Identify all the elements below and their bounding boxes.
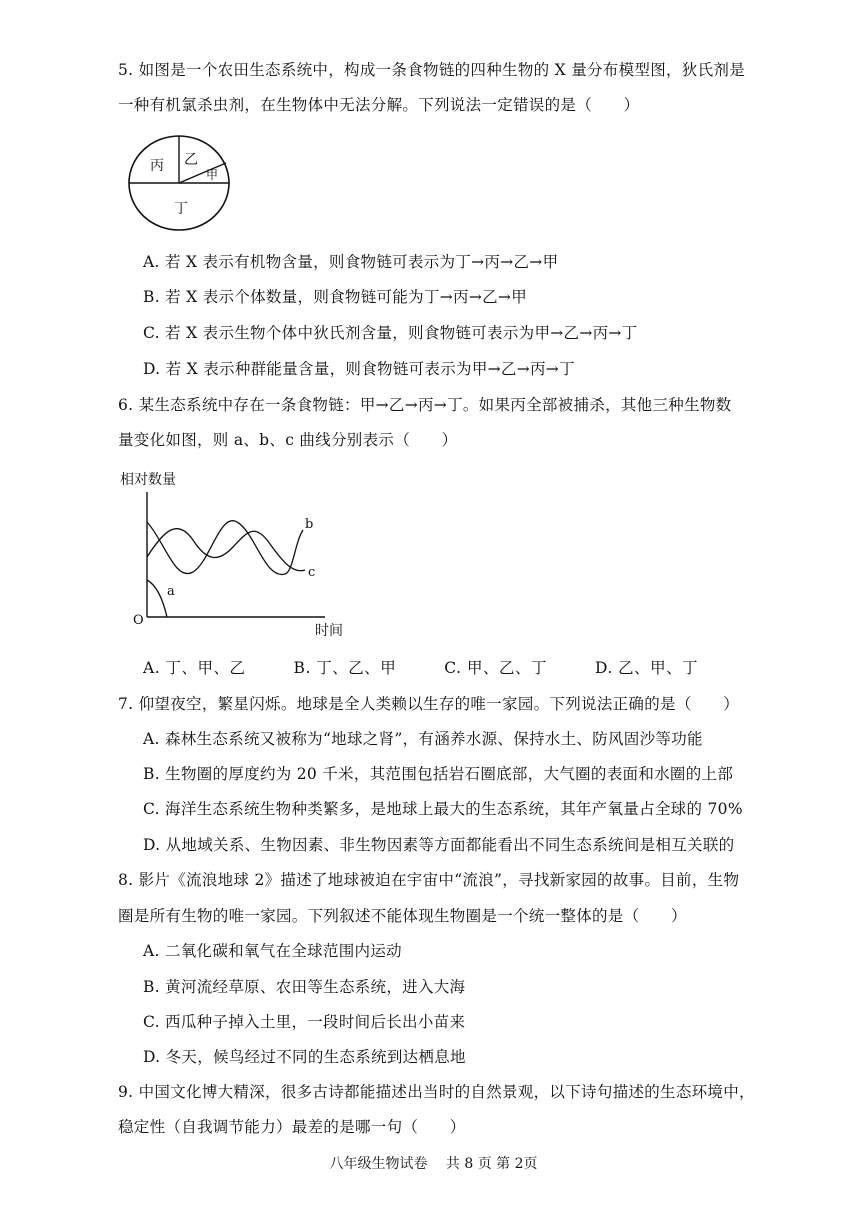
q5-option-a: A. 若 X 表示有机物含量，则食物链可表示为丁→丙→乙→甲 bbox=[143, 253, 559, 271]
q5-pie-diagram bbox=[126, 133, 234, 233]
curve-b bbox=[147, 521, 303, 575]
q5-stem-line2: 一种有机氯杀虫剂，在生物体中无法分解。下列说法一定错误的是（ ） bbox=[118, 96, 640, 114]
pie-label-ding: 丁 bbox=[174, 201, 188, 217]
q8-option-a: A. 二氧化碳和氧气在全球范围内运动 bbox=[143, 942, 402, 960]
q5-option-d: D. 若 X 表示种群能量含量，则食物链可表示为甲→乙→丙→丁 bbox=[143, 360, 575, 378]
page-footer: 八年级生物试卷 共 8 页 第 2页 bbox=[329, 1156, 538, 1172]
q7-option-d: D. 从地域关系、生物因素、非生物因素等方面都能看出不同生态系统间是相互关联的 bbox=[143, 836, 735, 854]
q9-stem-line1: 9. 中国文化博大精深，很多古诗都能描述出当时的自然景观，以下诗句描述的生态环境中， bbox=[118, 1083, 755, 1101]
q6-stem-line1: 6. 某生态系统中存在一条食物链：甲→乙→丙→丁。如果丙全部被捕杀，其他三种生物数 bbox=[118, 396, 732, 414]
graph-y-axis-label: 相对数量 bbox=[120, 472, 176, 488]
graph-origin-label: O bbox=[133, 613, 144, 628]
curve-a-label: a bbox=[167, 584, 175, 599]
q6-options: A. 丁、甲、乙 B. 丁、乙、甲 C. 甲、乙、丁 D. 乙、甲、丁 bbox=[143, 659, 699, 677]
pie-label-yi: 乙 bbox=[184, 152, 198, 168]
pie-label-jia: 甲 bbox=[206, 168, 219, 182]
curve-a bbox=[147, 580, 167, 617]
graph-x-axis-label: 时间 bbox=[315, 623, 343, 639]
q7-stem: 7. 仰望夜空，繁星闪烁。地球是全人类赖以生存的唯一家园。下列说法正确的是（ ） bbox=[118, 695, 740, 713]
q7-option-c: C. 海洋生态系统生物种类繁多，是地球上最大的生态系统，其年产氧量占全球的 70% bbox=[143, 800, 743, 818]
q8-option-d: D. 冬天，候鸟经过不同的生态系统到达栖息地 bbox=[143, 1048, 466, 1066]
q9-stem-line2: 稳定性（自我调节能力）最差的是哪一句（ ） bbox=[118, 1118, 466, 1136]
q8-stem-line1: 8. 影片《流浪地球 2》描述了地球被迫在宇宙中“流浪”，寻找新家园的故事。目前，生物 bbox=[118, 871, 740, 889]
q5-option-c: C. 若 X 表示生物个体中狄氏剂含量，则食物链可表示为甲→乙→丙→丁 bbox=[143, 324, 638, 342]
q6-population-graph bbox=[115, 462, 360, 642]
q8-stem-line2: 圈是所有生物的唯一家园。下列叙述不能体现生物圈是一个统一整体的是（ ） bbox=[118, 907, 687, 925]
curve-b-label: b bbox=[305, 517, 314, 532]
q8-option-c: C. 西瓜种子掉入土里，一段时间后长出小苗来 bbox=[143, 1013, 466, 1031]
q5-stem-line1: 5. 如图是一个农田生态系统中，构成一条食物链的四种生物的 X 量分布模型图，狄氏剂是 bbox=[118, 61, 746, 79]
q7-option-a: A. 森林生态系统又被称为“地球之肾”，有涵养水源、保持水土、防风固沙等功能 bbox=[143, 730, 703, 748]
q8-option-b: B. 黄河流经草原、农田等生态系统，进入大海 bbox=[143, 978, 466, 996]
curve-c-label: c bbox=[308, 565, 316, 580]
curve-c bbox=[147, 529, 305, 571]
q6-stem-line2: 量变化如图，则 a、b、c 曲线分别表示（ ） bbox=[118, 431, 458, 449]
q7-option-b: B. 生物圈的厚度约为 20 千米，其范围包括岩石圈底部，大气圈的表面和水圈的上部 bbox=[143, 765, 734, 783]
q5-option-b: B. 若 X 表示个体数量，则食物链可能为丁→丙→乙→甲 bbox=[143, 288, 527, 306]
pie-label-bing: 丙 bbox=[150, 158, 164, 174]
